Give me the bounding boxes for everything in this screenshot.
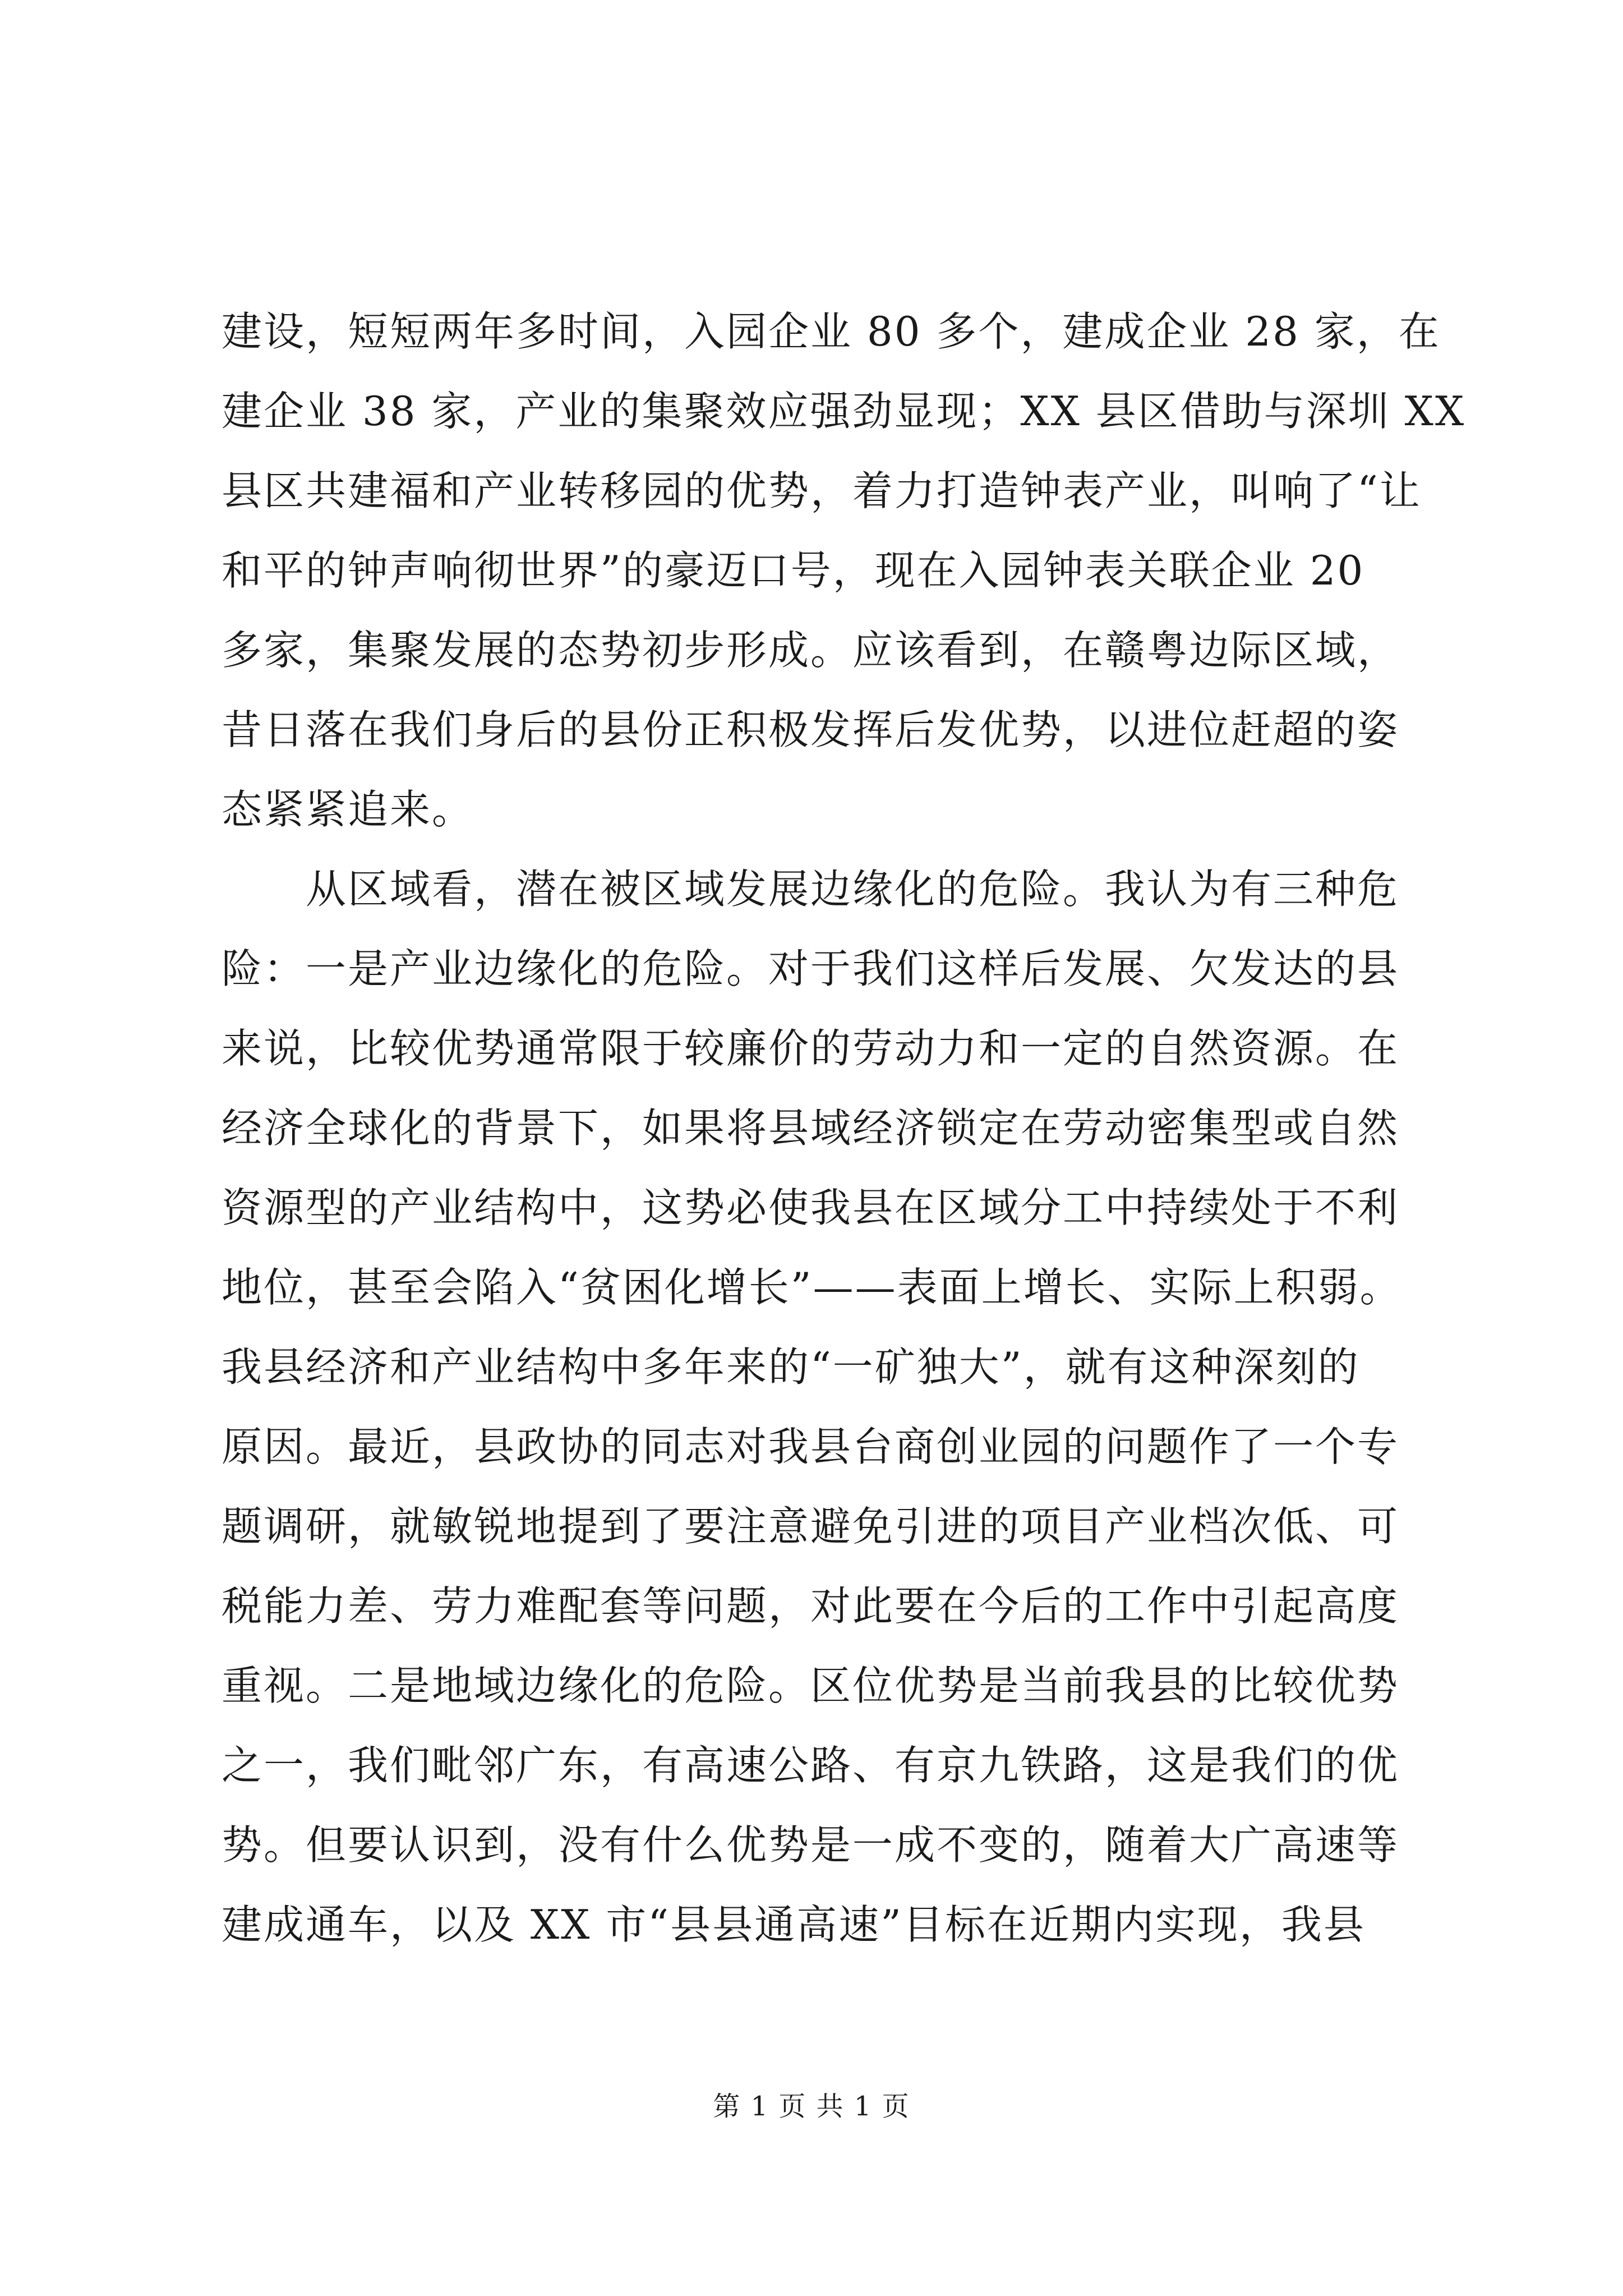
text-line: 题调研，就敏锐地提到了要注意避免引进的项目产业档次低、可 [222, 1503, 1400, 1550]
text-line: 我县经济和产业结构中多年来的“一矿独大”，就有这种深刻的 [222, 1343, 1360, 1391]
paragraph-first-line: 从区域看，潜在被区域发展边缘化的危险。我认为有三种危 [306, 866, 1400, 913]
text-line: 多家，集聚发展的态势初步形成。应该看到，在赣粤边际区域， [222, 627, 1400, 674]
text-line: 地位，甚至会陷入“贫困化增长”——表面上增长、实际上积弱。 [222, 1264, 1402, 1311]
page-number: 第 1 页 共 1 页 [713, 2091, 910, 2122]
text-line: 原因。最近，县政协的同志对我县台商创业园的问题作了一个专 [222, 1423, 1400, 1470]
text-line: 态紧紧追来。 [222, 786, 474, 833]
text-line: 来说，比较优势通常限于较廉价的劳动力和一定的自然资源。在 [222, 1025, 1400, 1072]
text-line: 势。但要认识到，没有什么优势是一成不变的，随着大广高速等 [222, 1821, 1400, 1869]
text-line: 险：一是产业边缘化的危险。对于我们这样后发展、欠发达的县 [222, 945, 1400, 992]
body-text [222, 292, 1466, 1964]
page-footer [0, 2090, 1623, 2123]
text-line: 昔日落在我们身后的县份正积极发挥后发优势，以进位赶超的姿 [222, 706, 1400, 753]
text-line: 建成通车，以及 XX 市“县县通高速”目标在近期内实现，我县 [222, 1901, 1366, 1948]
text-line: 税能力差、劳力难配套等问题，对此要在今后的工作中引起高度 [222, 1582, 1400, 1630]
text-line: 建设，短短两年多时间，入园企业 80 多个，建成企业 28 家，在 [222, 308, 1441, 355]
text-line: 资源型的产业结构中，这势必使我县在区域分工中持续处于不利 [222, 1184, 1400, 1231]
text-line: 和平的钟声响彻世界”的豪迈口号，现在入园钟表关联企业 20 [222, 547, 1365, 594]
text-line: 县区共建福和产业转移园的优势，着力打造钟表产业，叫响了“让 [222, 467, 1422, 514]
text-line: 建企业 38 家，产业的集聚效应强劲显现；XX 县区借助与深圳 XX [222, 388, 1466, 435]
text-line: 重视。二是地域边缘化的危险。区位优势是当前我县的比较优势 [222, 1662, 1400, 1709]
text-line: 经济全球化的背景下，如果将县域经济锁定在劳动密集型或自然 [222, 1105, 1400, 1152]
text-line: 之一，我们毗邻广东，有高速公路、有京九铁路，这是我们的优 [222, 1742, 1400, 1789]
